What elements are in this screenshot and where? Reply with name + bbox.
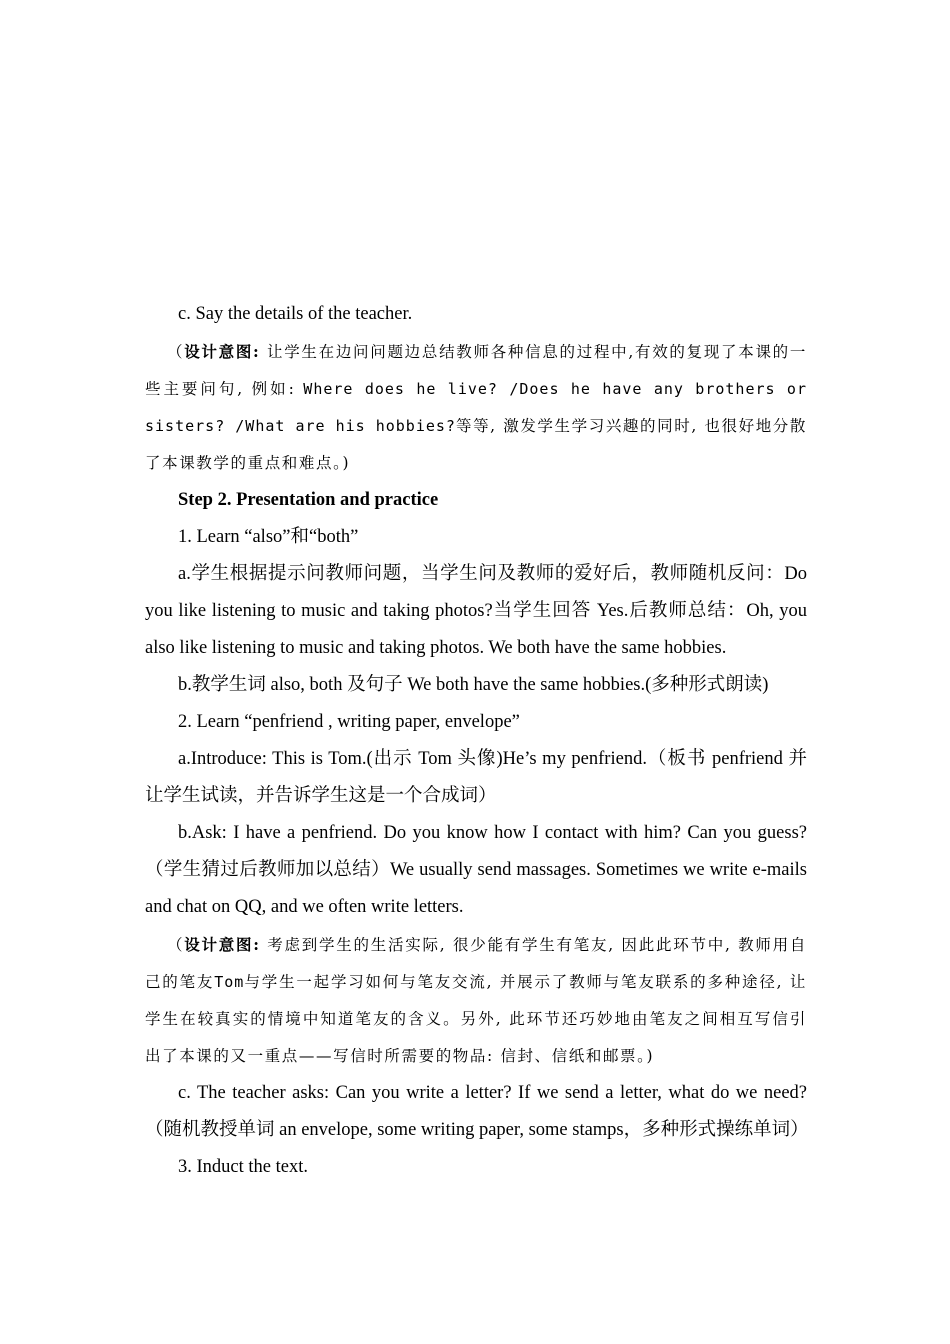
note-text-end: 等等, 激发学生学习兴趣的同时, 也很好地分散了本课教学的重点和难点。) — [145, 417, 807, 472]
note-open-paren: （ — [167, 936, 185, 954]
paragraph-c-teacher-asks: c. The teacher asks: Can you write a letter? If we send a letter, what do we need?（随机教授单词 an envelope, some writing paper, some stamps，多种形式操练单词） — [145, 1083, 809, 1140]
design-intent-note-2 — [145, 926, 807, 1075]
paragraph-say-details: c. Say the details of the teacher. — [178, 304, 413, 324]
note-name-tom: Tom — [214, 973, 245, 991]
note-text: 考虑到学生的生活实际, 很少能有学生有笔友, 因此此环节中, 教师用自己的笔友 — [145, 936, 807, 991]
note-text: 让学生在边问问题边总结教师各种信息的过程中,有效的复现了本课的一些主要问句, 例如: — [145, 343, 807, 398]
step-2-heading: Step 2. Presentation and practice — [178, 490, 439, 510]
note-open-paren: （ — [167, 343, 185, 361]
document-body — [145, 296, 807, 1186]
design-intent-note-1 — [145, 333, 807, 482]
note-example-questions: Where does he live? /Does he have any brothers or sisters? /What are his hobbies? — [145, 380, 807, 435]
learn-penfriend: 2. Learn “penfriend , writing paper, envelope” — [178, 712, 520, 732]
design-intent-label: 设计意图: — [184, 935, 261, 954]
learn-also-both: 1. Learn “also”和“both” — [178, 527, 359, 547]
paragraph-b-ask: b.Ask: I have a penfriend. Do you know how I contact with him? Can you guess?（学生猜过后教师加以总结）We usually send massages. Sometimes we write e-mails and chat on QQ, and we often write letters. — [145, 823, 807, 917]
paragraph-b-vocabulary: b.教学生词 also, both 及句子 We both have the same hobbies.(多种形式朗读) — [178, 675, 769, 695]
paragraph-a-hobbies: a.学生根据提示问教师问题，当学生问及教师的爱好后，教师随机反问：Do you like listening to music and taking photos?当学生回答 Yes.后教师总结：Oh, you also like listening to music and taking photos. We both have the same hobbies. — [145, 564, 807, 658]
note-text-end: 与学生一起学习如何与笔友交流, 并展示了教师与笔友联系的多种途径, 让学生在较真实的情境中知道笔友的含义。另外, 此环节还巧妙地由笔友之间相互写信引出了本课的又一重点——写信时所需要的物品: 信封、信纸和邮票。) — [145, 973, 807, 1065]
induct-text: 3. Induct the text. — [178, 1157, 308, 1177]
paragraph-a-introduce: a.Introduce: This is Tom.(出示 Tom 头像)He’s my penfriend.（板书 penfriend 并让学生试读，并告诉学生这是一个合成词） — [145, 749, 807, 806]
design-intent-label: 设计意图: — [184, 342, 261, 361]
